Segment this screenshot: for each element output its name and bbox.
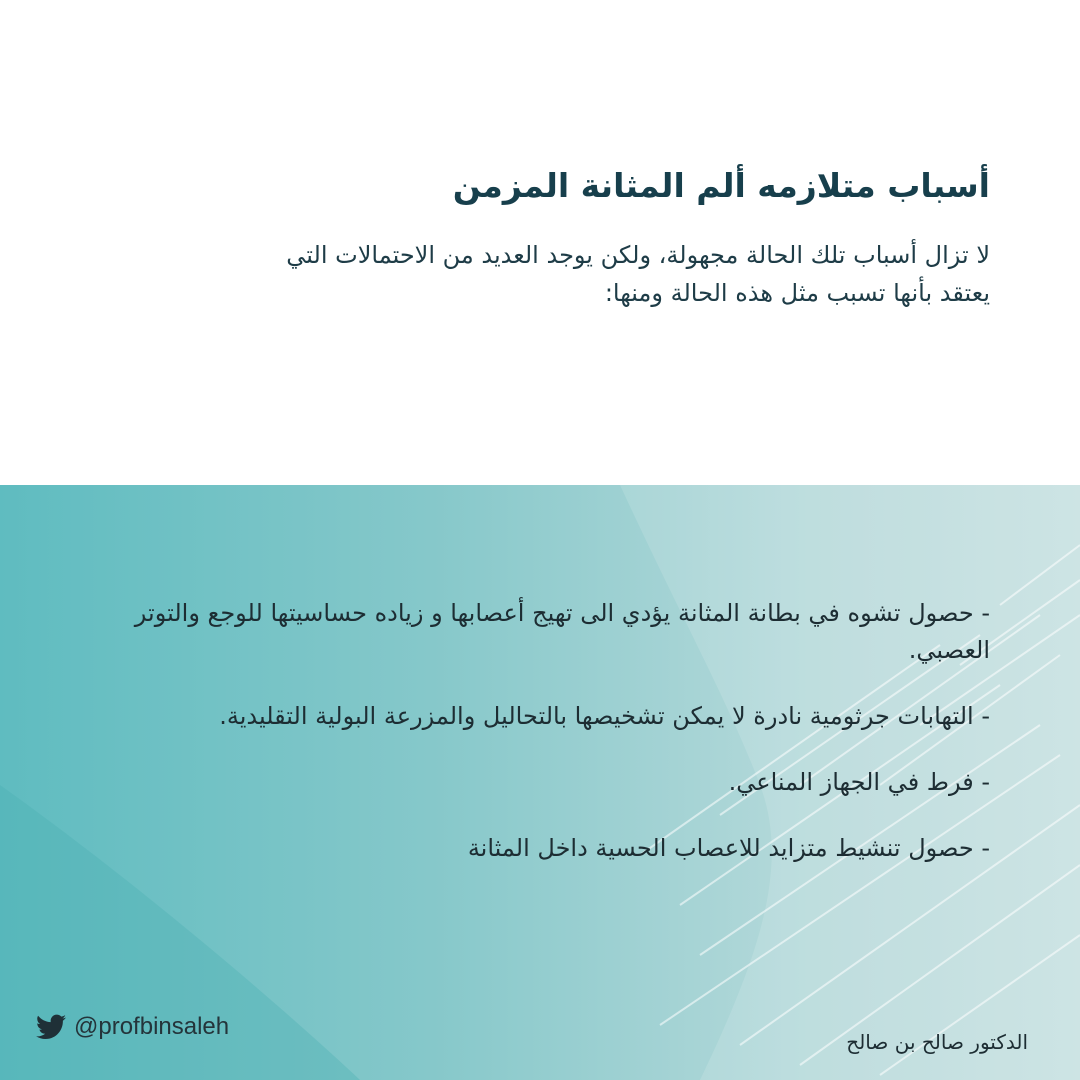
- intro-line-2: يعتقد بأنها تسبب مثل هذه الحالة ومنها:: [604, 279, 990, 307]
- intro-text: [130, 236, 990, 312]
- causes-list: [50, 595, 990, 896]
- page-title: أسباب متلازمه ألم المثانة المزمن: [452, 166, 990, 205]
- twitter-handle[interactable]: @profbinsaleh: [74, 1013, 230, 1040]
- list-item: - حصول تنشيط متزايد للاعصاب الحسية داخل المثانة: [467, 834, 990, 862]
- list-item: - التهابات جرثومية نادرة لا يمكن تشخيصها بالتحاليل والمزرعة البولية التقليدية.: [219, 702, 990, 730]
- top-panel: [0, 0, 1080, 485]
- list-item: - فرط في الجهاز المناعي.: [728, 768, 990, 796]
- twitter-bird-icon: [36, 1014, 66, 1040]
- author-name: الدكتور صالح بن صالح: [846, 1030, 1028, 1054]
- causes-panel: [0, 485, 1080, 1080]
- twitter-link[interactable]: [36, 1009, 229, 1045]
- intro-line-1: لا تزال أسباب تلك الحالة مجهولة، ولكن يوجد العديد من الاحتمالات التي: [286, 241, 990, 269]
- list-item: - حصول تشوه في بطانة المثانة يؤدي الى تهيج أعصابها و زياده حساسيتها للوجع والتوتر العصبي.: [134, 599, 990, 664]
